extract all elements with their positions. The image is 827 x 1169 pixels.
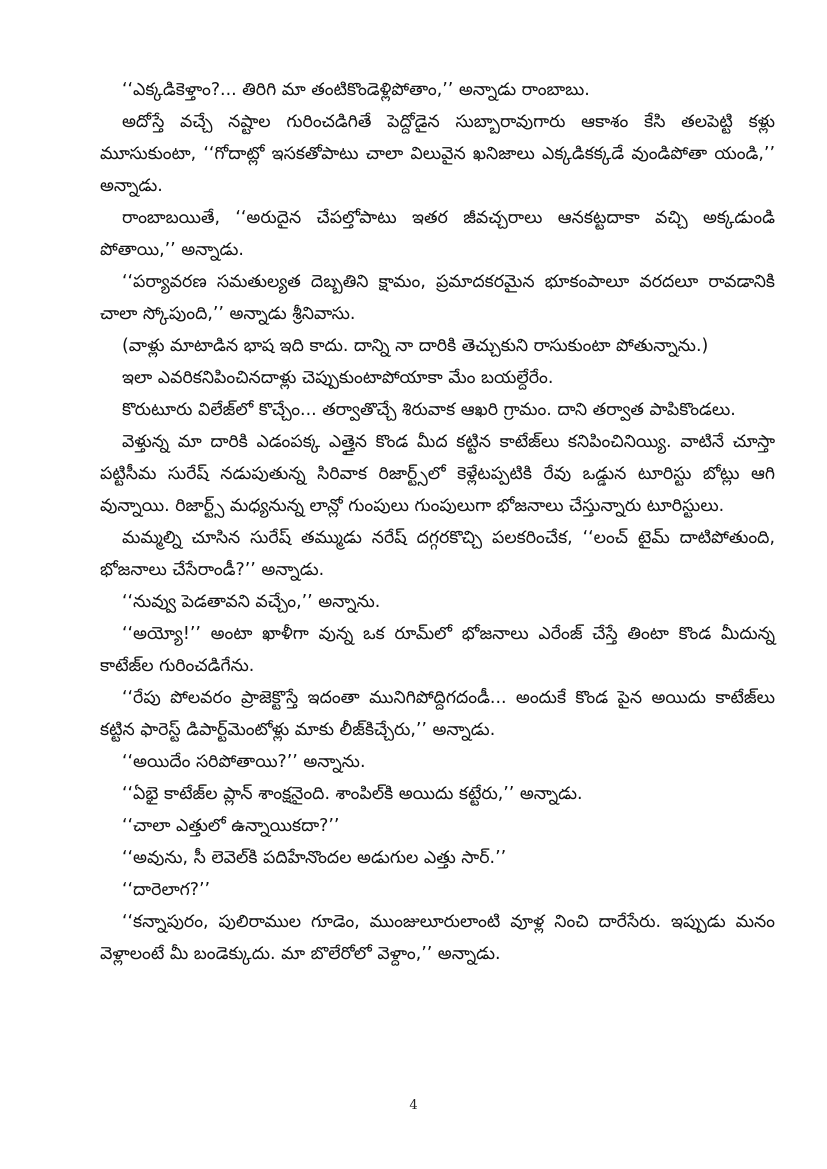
paragraph: ‘‘రేపు పోలవరం ప్రాజెక్టొస్తే ఇదంతా మునిగిపోద్దిగదండీ... అందుకే కొండ పైన అయిదు కాటేజ్‌లు కట్టిన ఫారెస్ట్ డిపార్ట్‌మెంటోళ్లు మాకు లీజ్‌కిచ్చేరు,’’ అన్నాడు.	[100, 688, 775, 740]
page-number: 4	[409, 1098, 418, 1113]
paragraph: మమ్మల్ని చూసిన సురేష్ తమ్ముడు నరేష్ దగ్గరకొచ్చి పలకరించేక, ‘‘లంచ్ టైమ్ దాటిపోతుంది, భోజనాలు చేసేరాండీ?’’ అన్నాడు.	[100, 528, 775, 580]
paragraph: వెళ్తున్న మా దారికి ఎడంపక్క ఎత్తైన కొండ మీద కట్టిన కాటేజ్‌లు కనిపించినియ్యి. వాటినే చూస్తా పట్టిసీమ సురేష్ నడుపుతున్న సిరివాక రిజార్ట్స్‌లో కెళ్లేటప్పటికి రేవు ఒడ్డున టూరిస్టు బోట్లు ఆగి వున్నాయి. రిజార్ట్స్ మధ్యనున్న లాన్లో గుంపులు గుంపులుగా భోజనాలు చేస్తున్నారు టూరిస్టులు.	[100, 432, 775, 516]
paragraph: ‘‘ఏభై కాటేజ్‌ల ప్లాన్ శాంక్షనైంది. శాంపిల్‌కి అయిదు కట్టేరు,’’ అన్నాడు.	[122, 784, 583, 804]
paragraph: ‘‘అవును, సీ లెవెల్‌కి పదిహేనొందల అడుగుల ఎత్తు సార్.’’	[122, 848, 507, 868]
paragraph: ‘‘ఎక్కడికెళ్తాం?... తిరిగి మా తంటికొండెళ్లిపోతాం,’’ అన్నాడు రాంబాబు.	[122, 80, 590, 100]
paragraph: రాంబాబయితే, ‘‘అరుదైన చేపల్తోపాటు ఇతర జీవచ్చరాలు ఆనకట్టదాకా వచ్చి అక్కడుండి పోతాయి,’’ అన్నాడు.	[100, 208, 775, 260]
paragraph: ‘‘కన్నాపురం, పులిరాముల గూడెం, ముంజులూరులాంటి వూళ్ల నించి దారేసేరు. ఇప్పుడు మనం వెళ్లాలంటే మీ బండెక్కుదు. మా బొలేరోలో వెళ్దాం,’’ అన్నాడు.	[100, 912, 775, 964]
paragraph: ‘‘దారెలాగ?’’	[122, 880, 211, 900]
paragraph: అదోస్తే వచ్చే నష్టాల గురించడిగితే పెద్దోడైన సుబ్బారావుగారు ఆకాశం కేసి తలపెట్టి కళ్లు మూసుకుంటా, ‘‘గోదాట్లో ఇసకతోపాటు చాలా విలువైన ఖనిజాలు ఎక్కడికక్కడే వుండిపోతా యండి,’’ అన్నాడు.	[100, 112, 775, 196]
paragraph: ‘‘అయ్యో!’’ అంటా ఖాళీగా వున్న ఒక రూమ్‌లో భోజనాలు ఎరేంజ్ చేస్తే తింటా కొండ మీదున్న కాటేజ్‌ల గురించడిగేను.	[100, 624, 775, 676]
paragraph: ‘‘నువ్వు పెడతావని వచ్చేం,’’ అన్నాను.	[122, 592, 381, 612]
paragraph: ఇలా ఎవరికనిపించినదాళ్లు చెప్పుకుంటాపోయాకా మేం బయల్దేరేం.	[122, 368, 554, 388]
paragraph: ‘‘పర్యావరణ సమతుల్యత దెబ్బతిని క్షామం, ప్రమాదకరమైన భూకంపాలూ వరదలూ రావడానికి చాలా స్కోపుంది,’’ అన్నాడు శ్రీనివాసు.	[100, 272, 775, 324]
paragraph: ‘‘అయిదేం సరిపోతాయి?’’ అన్నాను.	[122, 752, 366, 772]
story-text	[100, 74, 775, 970]
paragraph: (వాళ్లు మాటాడిన భాష ఇది కాదు. దాన్ని నా దారికి తెచ్చుకుని రాసుకుంటా పోతున్నాను.)	[122, 336, 709, 356]
paragraph: కొరుటూరు విలేజ్‌లో కొచ్చేం... తర్వాతొచ్చే శిరువాక ఆఖరి గ్రామం. దాని తర్వాత పాపికొండలు.	[122, 400, 736, 420]
paragraph: ‘‘చాలా ఎత్తులో ఉన్నాయికదా?’’	[122, 816, 340, 836]
